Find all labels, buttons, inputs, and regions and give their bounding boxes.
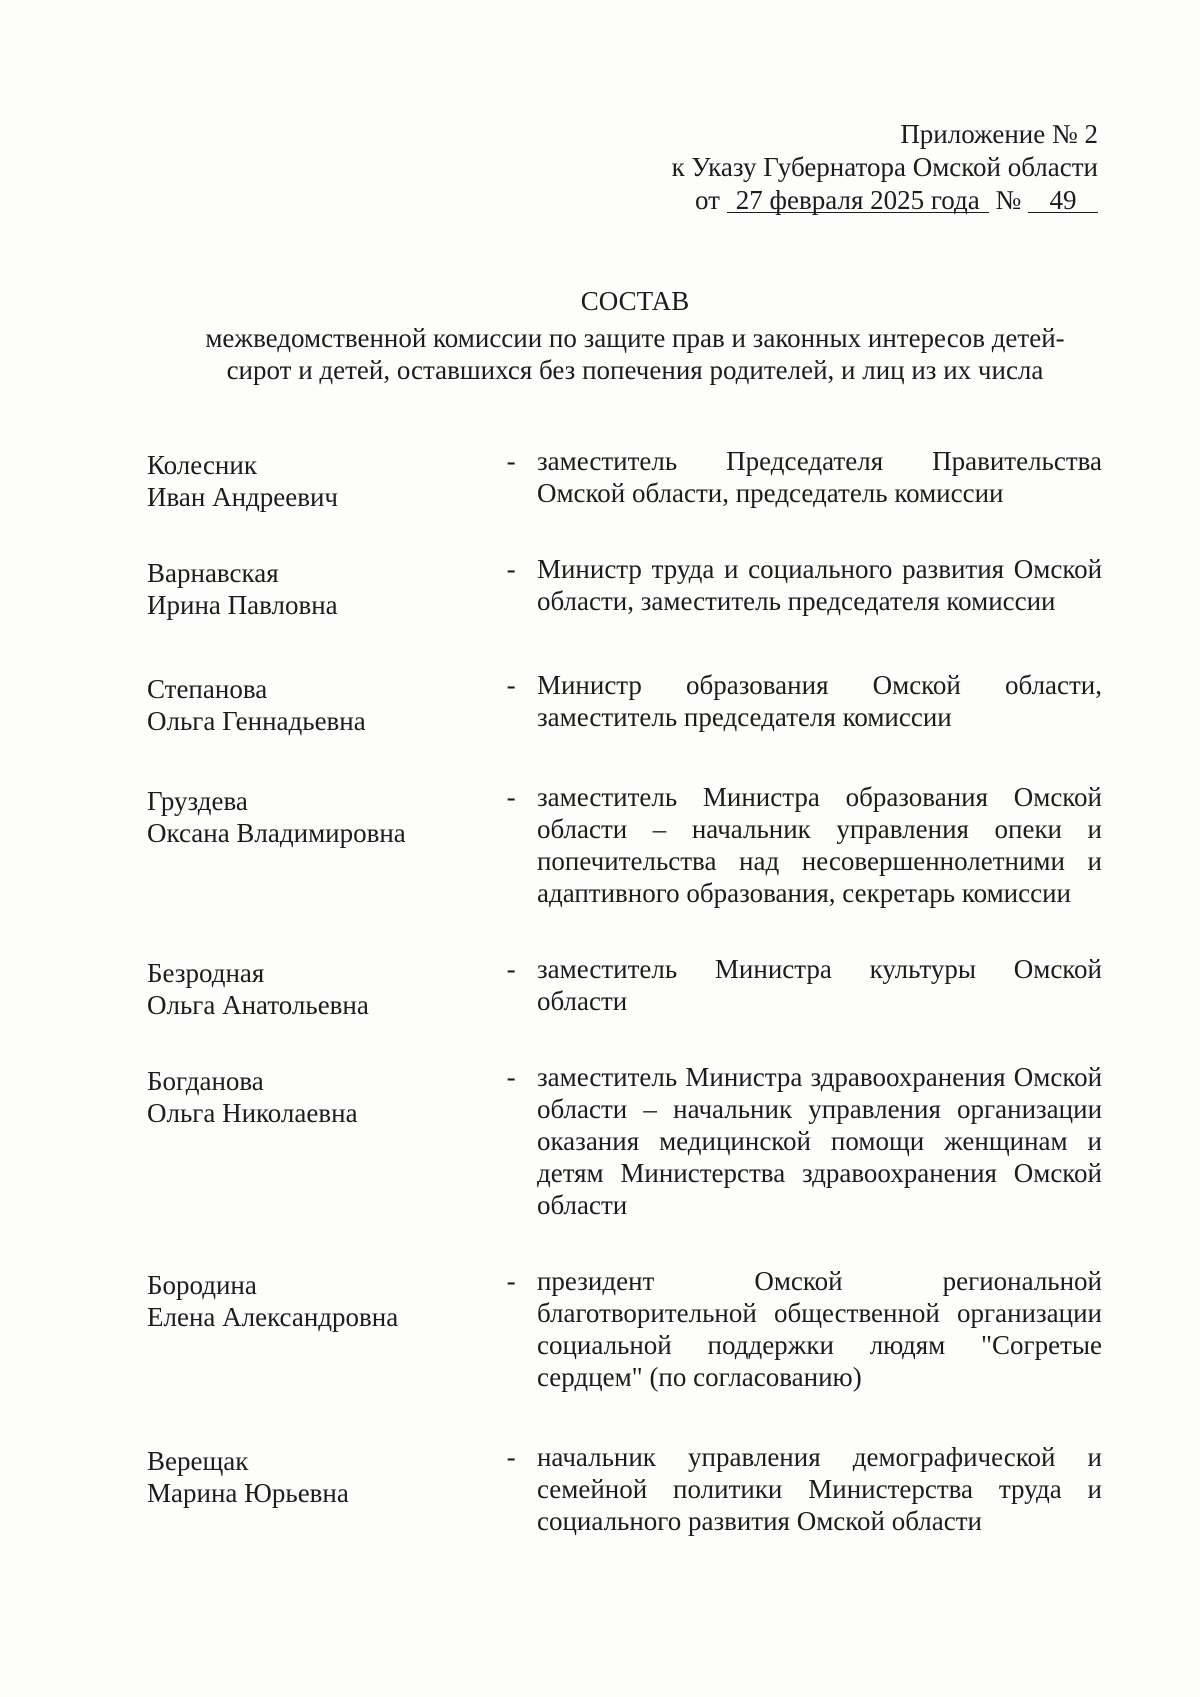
member-dash: - xyxy=(506,782,516,812)
member-given-name: Ольга Анатольевна xyxy=(147,990,369,1020)
member-role: заместитель Министра культуры Омской области xyxy=(536,954,1103,1016)
appendix-date: 27 февраля 2025 года xyxy=(727,188,989,213)
member-dash: - xyxy=(506,1442,516,1472)
member-surname: Богданова xyxy=(147,1066,264,1096)
member-dash: - xyxy=(506,554,516,584)
document-subtitle-line2: сирот и детей, оставшихся без попечения родителей, и лиц из их числа xyxy=(226,355,1044,385)
appendix-reference: к Указу Губернатора Омской области xyxy=(671,152,1098,182)
member-name xyxy=(147,953,485,1021)
title-block xyxy=(130,285,1140,386)
appendix-number-sign: № xyxy=(995,185,1022,215)
member-surname: Бородина xyxy=(147,1270,257,1300)
member-name xyxy=(147,1061,485,1221)
document-title: СОСТАВ xyxy=(580,286,690,316)
member-role: заместитель Министра образования Омской области – начальник управления опеки и попечительства над несовершеннолетними и адаптивного образования, секретарь комиссии xyxy=(536,782,1103,908)
member-row xyxy=(147,1061,1102,1221)
member-name xyxy=(147,553,485,621)
member-given-name: Ирина Павловна xyxy=(147,590,338,620)
document-subtitle-line1: межведомственной комиссии по защите прав и законных интересов детей- xyxy=(205,323,1065,353)
member-dash: - xyxy=(506,1062,516,1092)
member-row xyxy=(147,553,1102,621)
appendix-number: Приложение № 2 xyxy=(900,119,1098,149)
appendix-from-prefix: от xyxy=(695,185,720,215)
member-row xyxy=(147,953,1102,1021)
member-row xyxy=(147,1265,1102,1393)
member-row xyxy=(147,1441,1102,1537)
member-role: заместитель Председателя Правительства Омской области, председатель комиссии xyxy=(536,446,1103,508)
member-role: начальник управления демографической и семейной политики Министерства труда и социального развития Омской области xyxy=(536,1442,1103,1536)
appendix-header xyxy=(672,118,1098,217)
member-given-name: Елена Александровна xyxy=(147,1302,399,1332)
member-surname: Верещак xyxy=(147,1446,249,1476)
member-role: президент Омской региональной благотворительной общественной организации социальной поддержки людям "Согретые сердцем" (по согласованию) xyxy=(536,1266,1103,1392)
appendix-decree-number: 49 xyxy=(1028,188,1098,213)
member-role: Министр труда и социального развития Омской области, заместитель председателя комиссии xyxy=(536,554,1103,616)
member-given-name: Марина Юрьевна xyxy=(147,1478,349,1508)
member-name xyxy=(147,445,485,513)
members-list xyxy=(147,445,1102,1537)
member-dash: - xyxy=(506,670,516,700)
member-given-name: Иван Андреевич xyxy=(147,482,339,512)
member-row xyxy=(147,445,1102,513)
member-surname: Варнавская xyxy=(147,558,279,588)
member-dash: - xyxy=(506,954,516,984)
member-name xyxy=(147,1265,485,1393)
member-name xyxy=(147,1441,485,1537)
member-row xyxy=(147,669,1102,737)
member-given-name: Оксана Владимировна xyxy=(147,818,406,848)
member-surname: Колесник xyxy=(147,450,257,480)
member-role: Министр образования Омской области, заместитель председателя комиссии xyxy=(536,670,1103,732)
member-dash: - xyxy=(506,446,516,476)
member-role: заместитель Министра здравоохранения Омской области – начальник управления организации оказания медицинской помощи женщинам и детям Министерства здравоохранения Омской области xyxy=(536,1062,1103,1220)
member-name xyxy=(147,781,485,909)
member-name xyxy=(147,669,485,737)
member-row xyxy=(147,781,1102,909)
member-surname: Груздева xyxy=(147,786,248,816)
member-dash: - xyxy=(506,1266,516,1296)
member-given-name: Ольга Николаевна xyxy=(147,1098,358,1128)
appendix-date-line xyxy=(672,184,1098,217)
member-given-name: Ольга Геннадьевна xyxy=(147,706,366,736)
member-surname: Степанова xyxy=(147,674,268,704)
member-surname: Безродная xyxy=(147,958,265,988)
